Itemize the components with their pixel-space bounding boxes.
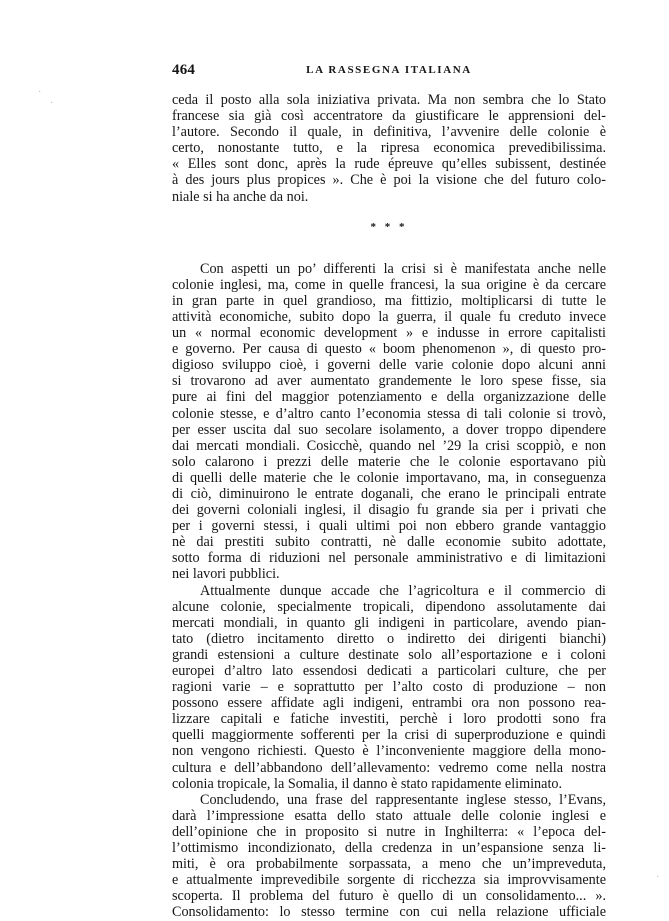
- text-line: in gran parte in quel grandioso, ma fittizio, moltiplicarsi di tutte le: [172, 292, 606, 309]
- text-line: ceda il posto alla sola iniziativa privata. Ma non sembra che lo Stato: [172, 92, 606, 108]
- text-line: e attualmente imprevedibile sorgente di ricchezza sia improvvisamente: [172, 872, 606, 889]
- text-line: di quelli delle materie che le colonie importavano, ma, in conseguenza: [172, 469, 606, 486]
- text-line: un « normal economic development » e indusse in errore capitalisti: [172, 325, 606, 342]
- text-line: certo, nonostante tutto, e la ripresa economica prevedibilissima.: [172, 140, 606, 157]
- text-line: ragioni varie – e soprattutto per l’alto costo di produzione – non: [172, 679, 606, 696]
- text-line: miti, è ora probabilmente sorpassata, a meno che un’impreveduta,: [172, 856, 606, 873]
- text-line: si trovarono ad aver aumentato grandemente le loro spese fisse, sia: [172, 373, 606, 390]
- text-line: cultura e dell’abbandono dell’allevamento: vedremo come nella nostra: [172, 759, 606, 776]
- text-line: dai mercati mondiali. Cosicchè, quando nel ’29 la crisi scoppiò, e non: [172, 437, 606, 454]
- text-line: colonia tropicale, la Somalia, il danno è stato rapidamente eliminato.: [172, 775, 563, 792]
- text-line: dei governi coloniali inglesi, il disagio fu grande sia per i privati che: [172, 502, 606, 519]
- text-line: e governo. Per causa di questo « boom phenomenon », di questo pro-: [172, 341, 606, 358]
- running-title: LA RASSEGNA ITALIANA: [306, 64, 472, 76]
- paragraph: [172, 92, 606, 205]
- text-line: tato (dietro incitamento diretto o indiretto dei dirigenti bianchi): [172, 630, 606, 647]
- text-line: colonie stesse, e d’altro canto l’economia stessa di tali colonie si trovò,: [172, 405, 606, 422]
- text-line: colonie inglesi, ma, come in quelle francesi, la sua origine è da cercare: [172, 276, 606, 293]
- paragraph: [172, 583, 606, 792]
- text-line: grandi estensioni a culture destinate solo all’esportazione e i coloni: [172, 646, 606, 663]
- text-line: alcune colonie, specialmente tropicali, dipendono assolutamente dai: [172, 598, 606, 615]
- text-line: darà l’impressione esatta dello stato attuale delle colonie inglesi e: [172, 807, 606, 824]
- text-line: per esser uscita dal suo secolare isolamento, a dover troppo dipendere: [172, 421, 606, 438]
- scan-speck: ·: [50, 98, 54, 109]
- text-line: per i governi stessi, i quali ultimi poi non ebbero grande vantaggio: [172, 518, 606, 535]
- scan-speck: ·: [656, 872, 660, 883]
- text-line: dell’opinione che in proposito si nutre in Inghilterra: « l’epoca del-: [172, 823, 606, 840]
- text-line: nè dai prestiti subito contratti, nè dalle economie subito adottate,: [172, 534, 606, 551]
- text-line: francese sia già così accentratore da giustificare le apprensioni del-: [172, 108, 606, 125]
- page-number: 464: [172, 62, 196, 78]
- text-line: scoperta. Il problema del futuro è quello di un consolidamento... ».: [172, 888, 606, 905]
- paragraph: [172, 792, 606, 921]
- text-line: attività economiche, subito dopo la guerra, il quale fu creduto invece: [172, 308, 606, 325]
- text-line: europei d’altro lato essendosi dedicati a particolari culture, che per: [172, 663, 606, 679]
- text-line: mercati mondiali, in quanto gli indigeni in particolare, avendo pian-: [172, 614, 606, 631]
- text-line: lizzare capitali e fatiche investiti, perchè i loro prodotti sono fra: [172, 711, 606, 728]
- text-line: niale si ha anche da noi.: [172, 188, 309, 205]
- text-line: à des jours plus propices ». Che è poi la visione che del futuro colo-: [172, 172, 606, 189]
- text-line: Con aspetti un po’ differenti la crisi si è manifestata anche nelle: [200, 260, 606, 277]
- text-line: di ciò, diminuirono le entrate doganali, che erano le principali entrate: [172, 485, 606, 502]
- scan-speck: ˙: [38, 90, 42, 101]
- text-line: sotto forma di riduzioni nel personale amministrativo e di limitazioni: [172, 550, 606, 567]
- text-line: Attualmente dunque accade che l’agricoltura e il commercio di: [200, 582, 606, 599]
- text-line: Consolidamento: lo stesso termine con cui nella relazione ufficiale: [172, 904, 606, 921]
- text-line: possono essere affidate agli indigeni, entrambi ora non possono rea-: [172, 695, 606, 712]
- text-line: quelli maggiormente sofferenti per la crisi di superproduzione e quindi: [172, 727, 606, 744]
- section-separator: * * *: [370, 220, 408, 233]
- text-line: non vengono richiesti. Questo è l’inconveniente maggiore della mono-: [172, 743, 606, 760]
- text-line: nei lavori pubblici.: [172, 566, 280, 583]
- text-line: solo calarono i prezzi delle materie che le colonie esportavano più: [172, 453, 606, 470]
- text-line: l’autore. Secondo il quale, in definitiva, l’avvenire delle colonie è: [172, 124, 606, 141]
- text-line: Concludendo, una frase del rappresentante inglese stesso, l’Evans,: [200, 791, 606, 808]
- paragraph: [172, 261, 606, 583]
- page-header: [172, 62, 606, 82]
- text-line: pure ai fini del maggior potenziamento e della organizzazione delle: [172, 389, 606, 406]
- text-line: digioso sviluppo cioè, i governi delle varie colonie dopo alcuni anni: [172, 357, 606, 374]
- body-text: [172, 92, 606, 921]
- text-line: « Elles sont donc, après la rude épreuve qu’elles subissent, destinée: [172, 156, 606, 173]
- text-line: l’ottimismo incondizionato, della credenza in un’espansione senza li-: [172, 840, 606, 857]
